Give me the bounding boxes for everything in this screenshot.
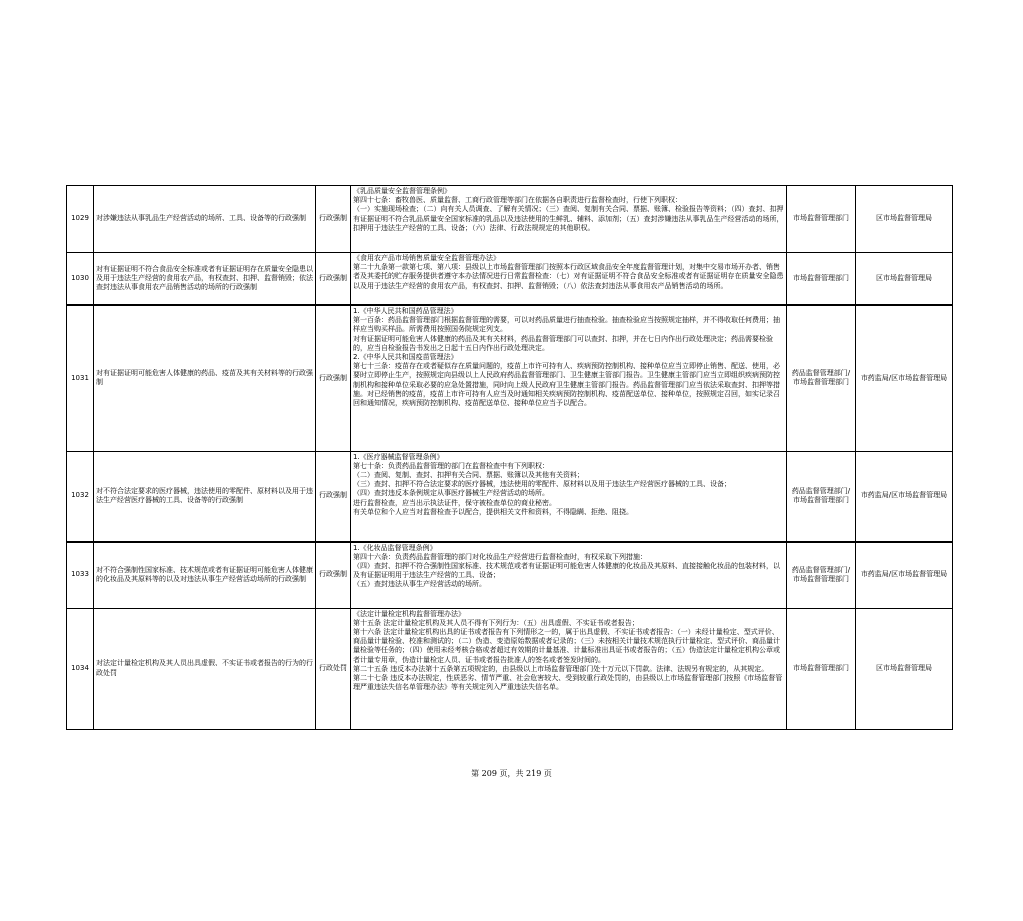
department: 药品监督管理部门/市场监督管理部门 bbox=[787, 305, 856, 451]
law-line: 第一百条：药品监督管理部门根据监督管理的需要，可以对药品质量进行抽查检验。抽查检验应当按照规定抽样，并不得收取任何费用；抽样应当购买样品。所需费用按照国务院规定列支。 bbox=[353, 316, 780, 334]
department: 市场监督管理部门 bbox=[787, 253, 856, 306]
action-type: 行政强制 bbox=[316, 253, 351, 306]
row-number: 1031 bbox=[67, 305, 94, 451]
law-line: 第四十六条：负责药品监督管理的部门对化妆品生产经营进行监督检查时，有权采取下列措施： bbox=[353, 552, 647, 561]
law-line: （三）查封、扣押不符合法定要求的医疗器械，违法使用的零配件、原材料以及用于违法生产经营医疗器械的工具、设备； bbox=[353, 480, 731, 489]
row-number: 1033 bbox=[67, 542, 94, 609]
item-name: 对涉嫌违法从事乳品生产经营活动的场所、工具、设备等的行政强制 bbox=[94, 186, 316, 253]
legal-basis bbox=[351, 305, 787, 451]
law-line: 第四十七条：畜牧兽医、质量监督、工商行政管理等部门在依据各自职责进行监督检查时，行使下列职权： bbox=[353, 196, 682, 205]
row-number: 1032 bbox=[67, 451, 94, 542]
department: 市场监督管理部门 bbox=[787, 608, 856, 729]
law-line: 进行监督检查，应当出示执法证件，保守被检查单位的商业秘密。 bbox=[353, 498, 556, 507]
row-number: 1030 bbox=[67, 253, 94, 306]
action-type: 行政处罚 bbox=[316, 608, 351, 729]
item-name: 对有证据证明可能危害人体健康的药品、疫苗及其有关材料等的行政强制 bbox=[94, 305, 316, 451]
table-row bbox=[67, 253, 953, 306]
legal-basis bbox=[351, 186, 787, 253]
law-line: 第二十九条第一款第七项、第八项：县级以上市场监督管理部门按照本行政区域食品安全年度监督管理计划，对集中交易市场开办者、销售者及其委托的贮存服务提供者遵守本办法情况进行日常监督检查：（七）对有证据证明不符合食品安全标准或者有证据证明存在质量安全隐患以及用于违法生产经营的食用农产品，有权查封、扣押、监督销毁；（八）依法查封违法从事食用农产品销售活动的场所。 bbox=[353, 263, 784, 290]
department: 药品监督管理部门/市场监督管理部门 bbox=[787, 451, 856, 542]
law-line: 第七十三条：疫苗存在或者疑似存在质量问题的，疫苗上市许可持有人、疾病预防控制机构、接种单位应当立即停止销售、配送、使用，必要时立即停止生产，按照规定向县级以上人民政府药品监督管理部门、卫生健康主管部门报告。卫生健康主管部门应当立即组织疾病预防控制机构和接种单位采取必要的应急处置措施，同时向上级人民政府卫生健康主管部门报告。药品监督管理部门应当依法采取查封、扣押等措施。对已经销售的疫苗，疫苗上市许可持有人应当及时通知相关疾病预防控制机构、疫苗配送单位、接种单位，按照规定召回，如实记录召回和通知情况，疾病预防控制机构、疫苗配送单位、接种单位应当予以配合。 bbox=[353, 362, 780, 408]
department: 药品监督管理部门/市场监督管理部门 bbox=[787, 542, 856, 609]
law-line: 第二十七条 违反本办法规定，性质恶劣、情节严重、社会危害较大、受到较重行政处罚的，由县级以上市场监督管理部门按照《市场监督管理严重违法失信名单管理办法》等有关规定列入严重违法失信名单。 bbox=[353, 673, 783, 692]
law-line: （四）查封、扣押不符合强制性国家标准、技术规范或者有证据证明可能危害人体健康的化妆品及其原料、直接接触化妆品的包装材料，以及有证据证明用于违法生产经营的工具、设备； bbox=[353, 561, 780, 580]
item-name: 对不符合强制性国家标准、技术规范或者有证据证明可能危害人体健康的化妆品及其原料等的以及对违法从事生产经营活动场所的行政强制 bbox=[94, 542, 316, 609]
item-name: 对有证据证明不符合食品安全标准或者有证据证明存在质量安全隐患以及用于违法生产经营的食用农产品，有权查封、扣押、监督销毁；依法查封违法从事食用农产品销售活动的场所的行政强制 bbox=[94, 253, 316, 306]
table-row bbox=[67, 305, 953, 451]
law-line: 第十六条 法定计量检定机构出具的证书或者报告有下列情形之一的，属于出具虚假、不实证书或者报告：（一）未经计量检定、型式评价、商品量计量检验、校准和测试的；（二）伪造、变造原始数据或者记录的；（三）未按相关计量技术规范执行计量检定、型式评价、商品量计量检验等任务的；（四）使用未经考核合格或者超过有效期的计量基准、计量标准出具证书或者报告的；（五）伪造法定计量检定机构公章或者计量专用章，伪造计量检定人员、证书或者报告批准人的签名或者签发时间的。 bbox=[353, 627, 780, 664]
law-line: 第二十五条 违反本办法第十五条第五项规定的，由县级以上市场监督管理部门处十万元以下罚款。法律、法规另有规定的，从其规定。 bbox=[353, 664, 769, 673]
legal-basis bbox=[351, 542, 787, 609]
table-row bbox=[67, 451, 953, 542]
regulation-table bbox=[66, 185, 953, 730]
table-row bbox=[67, 542, 953, 609]
law-line: 对有证据证明可能危害人体健康的药品及其有关材料，药品监督管理部门可以查封、扣押，并在七日内作出行政处理决定；药品需要检验的，应当自检验报告书发出之日起十五日内作出行政处理决定。 bbox=[353, 334, 773, 352]
implementing-org: 市药监局/区市场监督管理局 bbox=[856, 542, 953, 609]
law-line: （一）实施现场检查；（二）向有关人员调查、了解有关情况；（三）查阅、复制有关合同、票据、账簿、检验报告等资料；（四）查封、扣押有证据证明不符合乳品质量安全国家标准的乳品以及违法使用的生鲜乳、辅料、添加剂；（五）查封涉嫌违法从事乳品生产经营活动的场所，扣押用于违法生产经营的工具、设备；（六）法律、行政法规规定的其他职权。 bbox=[353, 205, 784, 232]
item-name: 对法定计量检定机构及其人员出具虚假、不实证书或者报告的行为的行政处罚 bbox=[94, 608, 316, 729]
item-name: 对不符合法定要求的医疗器械，违法使用的零配件、原材料以及用于违法生产经营医疗器械的工具、设备等的行政强制 bbox=[94, 451, 316, 542]
page-footer: 第 209 页，共 219 页 bbox=[471, 769, 552, 778]
implementing-org: 区市场监督管理局 bbox=[856, 608, 953, 729]
implementing-org: 区市场监督管理局 bbox=[856, 186, 953, 253]
law-line: （四）查封违反本条例规定从事医疗器械生产经营活动的场所。 bbox=[353, 489, 549, 498]
implementing-org: 区市场监督管理局 bbox=[856, 253, 953, 306]
legal-basis bbox=[351, 451, 787, 542]
action-type: 行政强制 bbox=[316, 451, 351, 542]
law-line: 第十五条 法定计量检定机构及其人员不得有下列行为：（五）出具虚假、不实证书或者报告； bbox=[353, 618, 639, 627]
law-line: 1.《化妆品监督管理条例》 bbox=[353, 543, 437, 552]
department: 市场监督管理部门 bbox=[787, 186, 856, 253]
table-row bbox=[67, 608, 953, 729]
action-type: 行政强制 bbox=[316, 305, 351, 451]
law-line: 《法定计量检定机构监督管理办法》 bbox=[353, 609, 465, 618]
law-line: 《乳品质量安全监督管理条例》 bbox=[353, 187, 451, 195]
legal-basis bbox=[351, 608, 787, 729]
law-line: 1.《医疗器械监督管理条例》 bbox=[353, 452, 444, 461]
law-line: （五）查封违法从事生产经营活动的场所。 bbox=[353, 580, 486, 589]
legal-basis bbox=[351, 253, 787, 306]
law-line: 第七十条：负责药品监督管理的部门在监督检查中有下列职权： bbox=[353, 461, 549, 470]
action-type: 行政强制 bbox=[316, 542, 351, 609]
law-line: 2.《中华人民共和国疫苗管理法》 bbox=[353, 353, 458, 362]
table-row bbox=[67, 186, 953, 253]
row-number: 1034 bbox=[67, 608, 94, 729]
law-line: 《食用农产品市场销售质量安全监督管理办法》 bbox=[353, 254, 500, 262]
law-line: 有关单位和个人应当对监督检查予以配合，提供相关文件和资料，不得隐瞒、拒绝、阻挠。 bbox=[353, 507, 633, 516]
row-number: 1029 bbox=[67, 186, 94, 253]
law-line: 1.《中华人民共和国药品管理法》 bbox=[353, 307, 458, 315]
action-type: 行政强制 bbox=[316, 186, 351, 253]
implementing-org: 市药监局/区市场监督管理局 bbox=[856, 305, 953, 451]
law-line: （二）查阅、复制、查封、扣押有关合同、票据、账簿以及其他有关资料； bbox=[353, 470, 584, 479]
implementing-org: 市药监局/区市场监督管理局 bbox=[856, 451, 953, 542]
